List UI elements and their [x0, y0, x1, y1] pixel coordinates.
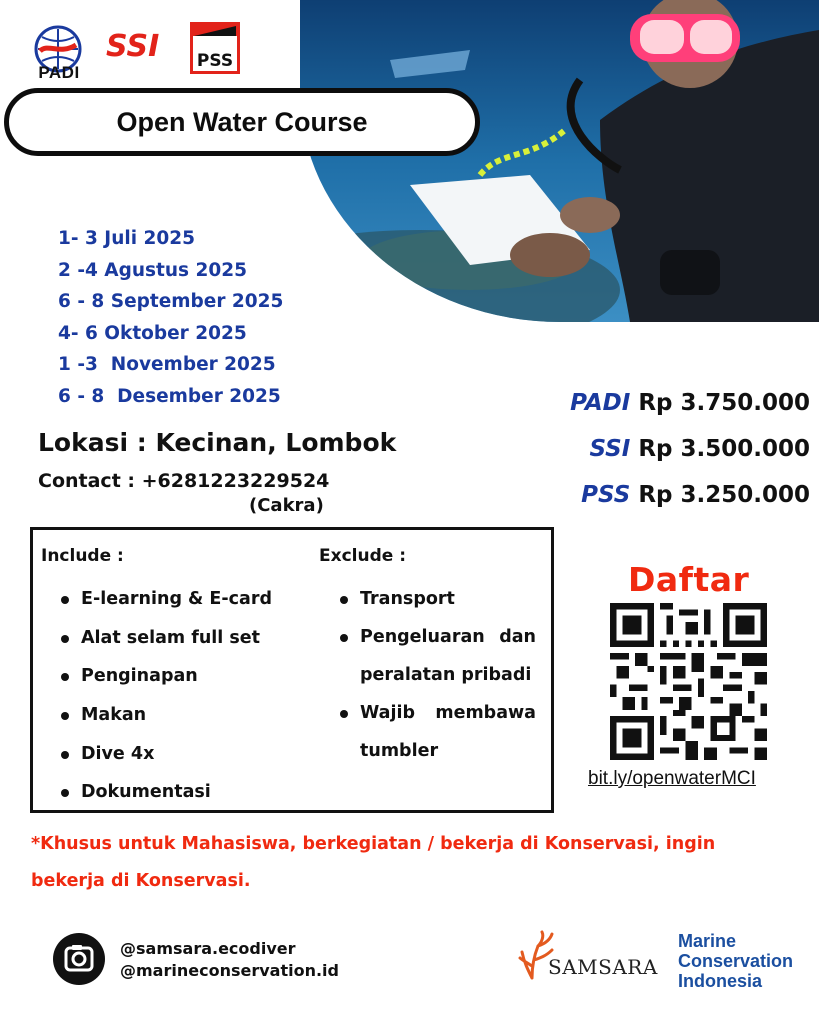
pss-logo-text: PSS: [196, 51, 234, 71]
ssi-logo-text: SSI: [106, 29, 160, 64]
eligibility-note: *Khusus untuk Mahasiswa, berkegiatan / bekerja di Konservasi, ingin bekerja di Konservasi.: [31, 834, 716, 891]
price-padi: [560, 380, 810, 426]
price-pss: [560, 472, 810, 518]
diver-photo: [300, 0, 819, 322]
list-item: Wajib membawa tumbler: [336, 694, 536, 770]
include-title: Include :: [41, 546, 124, 566]
course-title: Open Water Course: [116, 106, 368, 137]
exclude-title: Exclude :: [319, 546, 407, 566]
register-label: Daftar: [628, 560, 750, 599]
mci-line: Marine: [678, 931, 737, 951]
date-item: 6 - 8 Desember 2025: [58, 385, 281, 407]
price-ssi: [560, 426, 810, 472]
list-item: Alat selam full set: [57, 619, 272, 658]
contact-name: (Cakra): [249, 495, 324, 516]
price-amount: Rp 3.750.000: [638, 390, 810, 416]
price-amount: Rp 3.250.000: [638, 482, 810, 508]
price-brand: PADI: [570, 390, 631, 416]
social-handles: [120, 938, 339, 982]
register-link[interactable]: bit.ly/openwaterMCI: [588, 768, 756, 789]
social-handle[interactable]: @marineconservation.id: [120, 961, 339, 980]
title-banner: [4, 88, 480, 156]
social-handle[interactable]: @samsara.ecodiver: [120, 939, 296, 958]
list-item: Dive 4x: [57, 735, 272, 774]
contact-phone[interactable]: Contact : +6281223229524: [38, 470, 330, 492]
list-item: Penginapan: [57, 657, 272, 696]
price-amount: Rp 3.500.000: [638, 436, 810, 462]
date-item: 1- 3 Juli 2025: [58, 228, 195, 249]
list-item: E-learning & E-card: [57, 580, 272, 619]
schedule-dates: [58, 223, 283, 412]
include-list: [57, 580, 272, 812]
date-item: 4- 6 Oktober 2025: [58, 322, 247, 344]
list-item: Dokumentasi: [57, 773, 272, 812]
include-exclude-box: [30, 527, 554, 813]
instagram-icon: [53, 933, 105, 985]
list-item: Pengeluaran dan peralatan pribadi: [336, 618, 536, 694]
list-item: Transport: [336, 580, 536, 618]
mci-line: Indonesia: [678, 971, 763, 991]
pss-logo: [190, 22, 240, 74]
ssi-logo: [104, 26, 174, 64]
list-item: Makan: [57, 696, 272, 735]
location: Lokasi : Kecinan, Lombok: [38, 428, 397, 457]
price-brand: PSS: [581, 482, 631, 508]
qr-code[interactable]: [610, 603, 767, 760]
date-item: 1 -3 November 2025: [58, 354, 276, 375]
mci-line: Conservation: [678, 951, 794, 971]
padi-wordmark: PADI: [38, 63, 80, 82]
price-brand: SSI: [589, 436, 631, 462]
exclude-list: [336, 580, 536, 770]
price-list: [560, 380, 810, 518]
date-item: 6 - 8 September 2025: [58, 291, 284, 312]
mci-logo: [678, 931, 793, 991]
samsara-logo-text: SAMSARA: [548, 955, 658, 979]
date-item: 2 -4 Agustus 2025: [58, 259, 248, 281]
